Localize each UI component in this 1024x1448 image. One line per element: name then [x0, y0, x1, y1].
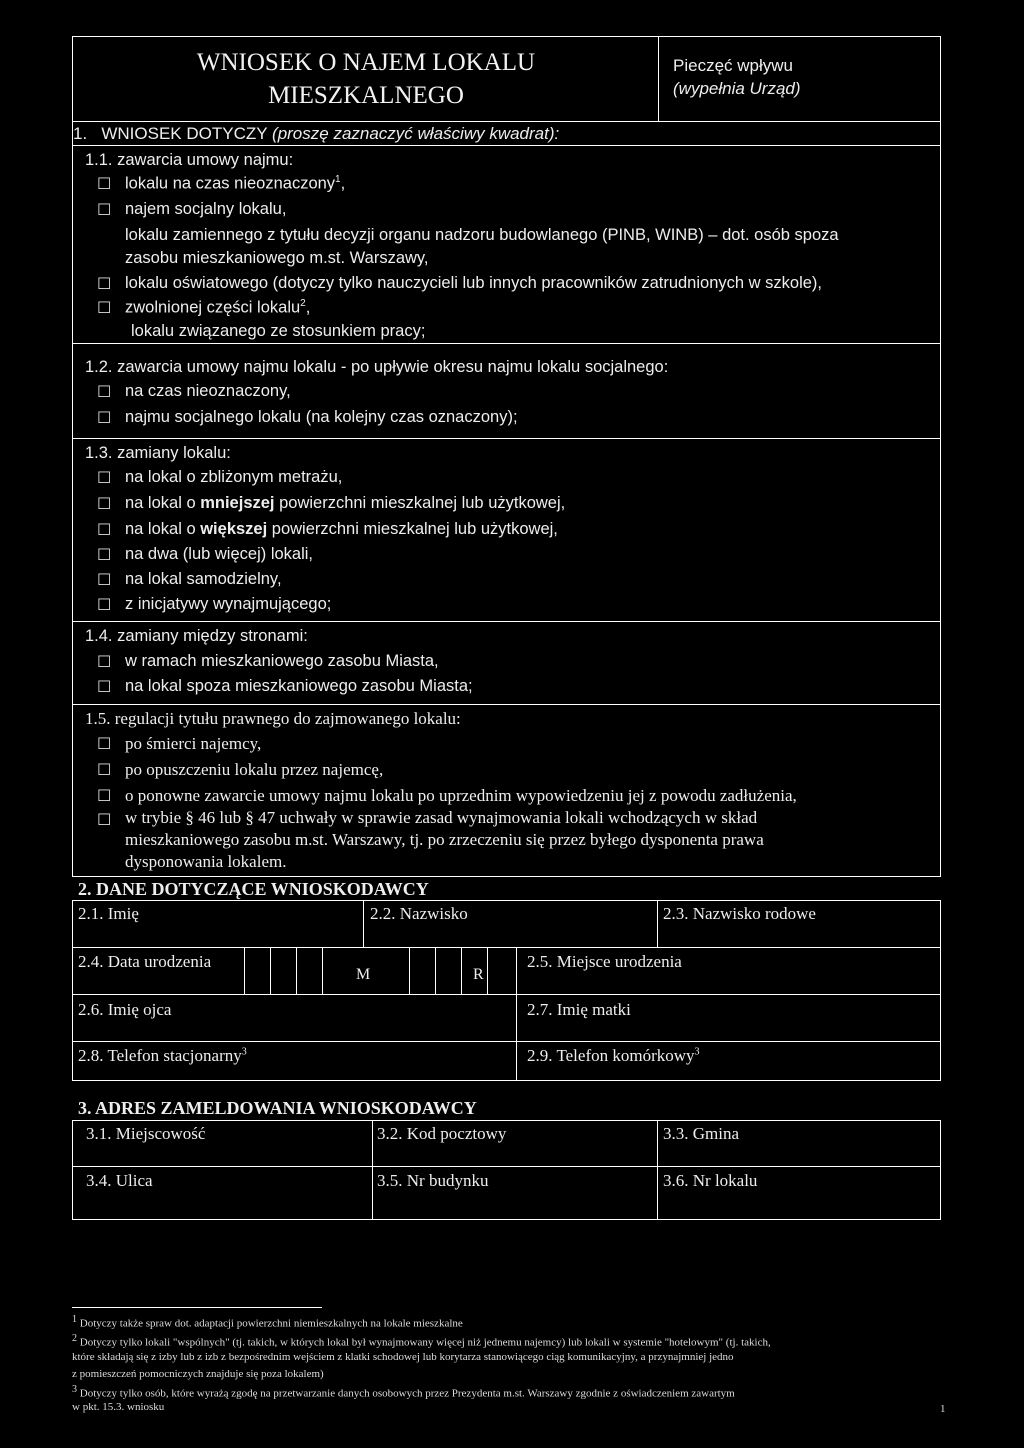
sub1-opt3-line1: lokalu zamiennego z tytułu decyzji organu nadzoru budowlanego (PINB, WINB) – dot. osób spoza	[125, 226, 839, 244]
field-city[interactable]: 3.1. Miejscowość	[86, 1124, 206, 1143]
header-rule	[72, 121, 941, 122]
field-maiden-name[interactable]: 2.3. Nazwisko rodowe	[663, 904, 816, 923]
sub4-rule	[72, 704, 941, 705]
sub3-opt5: na lokal samodzielny,	[125, 570, 282, 588]
checkbox-icon[interactable]: ☐	[97, 410, 112, 427]
footnote-separator	[72, 1307, 322, 1308]
section2-top-rule	[72, 876, 941, 877]
checkbox-icon[interactable]: ☐	[97, 597, 112, 614]
sub3-opt3: na lokal o większej powierzchni mieszkalnej lub użytkowej,	[125, 520, 558, 538]
field-birth-place[interactable]: 2.5. Miejsce urodzenia	[527, 952, 682, 971]
checkbox-icon[interactable]: ☐	[97, 736, 112, 753]
footnote-2-line1: $^2$ Dotyczy tylko lokali "wspólnych" (tj. takich, w których lokal był wynajmowany więcej niż jednemu najemcy) lub lokali w systemie "hotelowym" (tj. takich,	[72, 1333, 771, 1349]
date-year-marker: R	[473, 966, 484, 983]
checkbox-icon[interactable]: ☐	[97, 572, 112, 589]
date-cell-divider	[409, 947, 410, 994]
checkbox-icon[interactable]: ☐	[97, 679, 112, 696]
cell-divider	[372, 1120, 373, 1220]
sub2-opt1: na czas nieoznaczony,	[125, 382, 291, 400]
section1-right-border	[940, 146, 941, 876]
field-apartment-no[interactable]: 3.6. Nr lokalu	[663, 1171, 758, 1190]
cell-divider	[516, 1041, 517, 1081]
sub1-rule	[72, 343, 941, 344]
stamp-note: (wypełnia Urząd)	[673, 79, 801, 98]
checkbox-icon[interactable]: ☐	[97, 812, 112, 829]
footnote-2-line2: które składają się z izby lub z izb z bezpośrednim wejściem z klatki schodowej lub korytarza stanowiącego ciąg komunikacyjny, a przynajmniej jedno	[72, 1351, 734, 1363]
stamp-label: Pieczęć wpływu	[673, 56, 793, 75]
sub3-title: 1.3. zamiany lokalu:	[85, 444, 231, 462]
row-rule	[72, 1041, 941, 1042]
page-number: 1	[940, 1403, 946, 1415]
sub5-title: 1.5. regulacji tytułu prawnego do zajmowanego lokalu:	[85, 709, 461, 728]
date-cell-divider	[296, 947, 297, 994]
cell-divider	[657, 1120, 658, 1220]
date-cell-divider	[516, 947, 517, 1041]
form-title-line2: MIESZKALNEGO	[268, 82, 464, 109]
sub1-opt6: lokalu związanego ze stosunkiem pracy;	[131, 322, 426, 340]
sub1-opt3-line2: zasobu mieszkaniowego m.st. Warszawy,	[125, 249, 429, 267]
checkbox-icon[interactable]: ☐	[97, 300, 112, 317]
row-rule	[72, 947, 941, 948]
field-building-no[interactable]: 3.5. Nr budynku	[377, 1171, 489, 1190]
checkbox-icon[interactable]: ☐	[97, 654, 112, 671]
row-rule	[72, 994, 941, 995]
sub5-opt4-line3: dysponowania lokalem.	[125, 852, 287, 871]
sub4-opt1: w ramach mieszkaniowego zasobu Miasta,	[125, 652, 439, 670]
form-title-line1: WNIOSEK O NAJEM LOKALU	[196, 49, 536, 76]
stamp-divider	[658, 36, 659, 122]
section1-left-border	[72, 146, 73, 876]
sub3-opt1: na lokal o zbliżonym metrażu,	[125, 468, 343, 486]
sub5-opt4-line2: mieszkaniowego zasobu m.st. Warszawy, tj. po zrzeczeniu się przez byłego dysponenta prawa	[125, 830, 764, 849]
sub1-title: 1.1. zawarcia umowy najmu:	[85, 151, 294, 169]
footnote-3-line2: w pkt. 15.3. wniosku	[72, 1401, 165, 1413]
sub3-opt4: na dwa (lub więcej) lokali,	[125, 545, 314, 563]
sub5-opt4-line1: w trybie § 46 lub § 47 uchwały w sprawie zasad wynajmowania lokali wchodzących w skład	[125, 808, 758, 827]
footnote-3-line1: $^3$ Dotyczy tylko osób, które wyrażą zgodę na przetwarzanie danych osobowych przez Prezydenta m.st. Warszawy zgodnie z oświadczeniem zawartym	[72, 1384, 735, 1400]
sub5-opt2: po opuszczeniu lokalu przez najemcę,	[125, 760, 384, 779]
checkbox-icon[interactable]: ☐	[97, 547, 112, 564]
row-rule	[72, 1166, 941, 1167]
date-cell-divider	[461, 947, 462, 994]
sub1-opt5: zwolnionej części lokalu$^2$,	[125, 298, 311, 317]
sub1-opt4: lokalu oświatowego (dotyczy tylko nauczycieli lub innych pracowników zatrudnionych w szkole),	[125, 274, 822, 292]
checkbox-icon[interactable]: ☐	[97, 788, 112, 805]
field-postal-code[interactable]: 3.2. Kod pocztowy	[377, 1124, 507, 1143]
field-birth-date-label: 2.4. Data urodzenia	[78, 952, 212, 971]
field-first-name[interactable]: 2.1. Imię	[78, 904, 139, 923]
sub5-opt3: o ponowne zawarcie umowy najmu lokalu po uprzednim wypowiedzeniu jej z powodu zadłużenia,	[125, 786, 797, 805]
checkbox-icon[interactable]: ☐	[97, 522, 112, 539]
sub4-opt2: na lokal spoza mieszkaniowego zasobu Miasta;	[125, 677, 473, 695]
date-month-marker: M	[356, 966, 371, 983]
date-cell-divider	[435, 947, 436, 994]
checkbox-icon[interactable]: ☐	[97, 496, 112, 513]
sub1-opt2: najem socjalny lokalu,	[125, 200, 287, 218]
sub2-rule	[72, 438, 941, 439]
field-landline[interactable]: 2.8. Telefon stacjonarny$^3$	[78, 1046, 247, 1065]
section1-heading: 1. WNIOSEK DOTYCZY (proszę zaznaczyć właściwy kwadrat):	[73, 124, 560, 143]
footnote-2-line3: z pomieszczeń pomocniczych znajduje się poza lokalem)	[72, 1368, 324, 1380]
field-father-name[interactable]: 2.6. Imię ojca	[78, 1000, 172, 1019]
sub3-rule	[72, 621, 941, 622]
sub4-title: 1.4. zamiany między stronami:	[85, 627, 308, 645]
sub2-title: 1.2. zawarcia umowy najmu lokalu - po upływie okresu najmu lokalu socjalnego:	[85, 358, 669, 376]
checkbox-icon[interactable]: ☐	[97, 202, 112, 219]
checkbox-icon[interactable]: ☐	[97, 762, 112, 779]
cell-divider	[363, 900, 364, 947]
sub3-opt2: na lokal o mniejszej powierzchni mieszkalnej lub użytkowej,	[125, 494, 566, 512]
section3-heading: 3. ADRES ZAMELDOWANIA WNIOSKODAWCY	[78, 1098, 477, 1118]
date-cell-divider	[244, 947, 245, 994]
date-cell-divider	[270, 947, 271, 994]
field-municipality[interactable]: 3.3. Gmina	[663, 1124, 740, 1143]
sub5-opt1: po śmierci najemcy,	[125, 734, 262, 753]
sub3-opt6: z inicjatywy wynajmującego;	[125, 595, 332, 613]
field-last-name[interactable]: 2.2. Nazwisko	[370, 904, 468, 923]
checkbox-icon[interactable]: ☐	[97, 470, 112, 487]
date-cell-divider	[322, 947, 323, 994]
footnote-1: $^1$ Dotyczy także spraw dot. adaptacji powierzchni niemieszkalnych na lokale mieszkalne	[72, 1314, 463, 1330]
date-cell-divider	[487, 947, 488, 994]
field-mother-name[interactable]: 2.7. Imię matki	[527, 1000, 631, 1019]
field-street[interactable]: 3.4. Ulica	[86, 1171, 153, 1190]
sub1-opt1: lokalu na czas nieoznaczony$^1$,	[125, 174, 346, 193]
checkbox-icon[interactable]: ☐	[97, 276, 112, 293]
cell-divider	[657, 900, 658, 947]
checkbox-icon[interactable]: ☐	[97, 384, 112, 401]
checkbox-icon[interactable]: ☐	[97, 176, 112, 193]
sub2-opt2: najmu socjalnego lokalu (na kolejny czas oznaczony);	[125, 408, 518, 426]
field-mobile[interactable]: 2.9. Telefon komórkowy$^3$	[527, 1046, 700, 1065]
section2-heading: 2. DANE DOTYCZĄCE WNIOSKODAWCY	[78, 879, 429, 899]
